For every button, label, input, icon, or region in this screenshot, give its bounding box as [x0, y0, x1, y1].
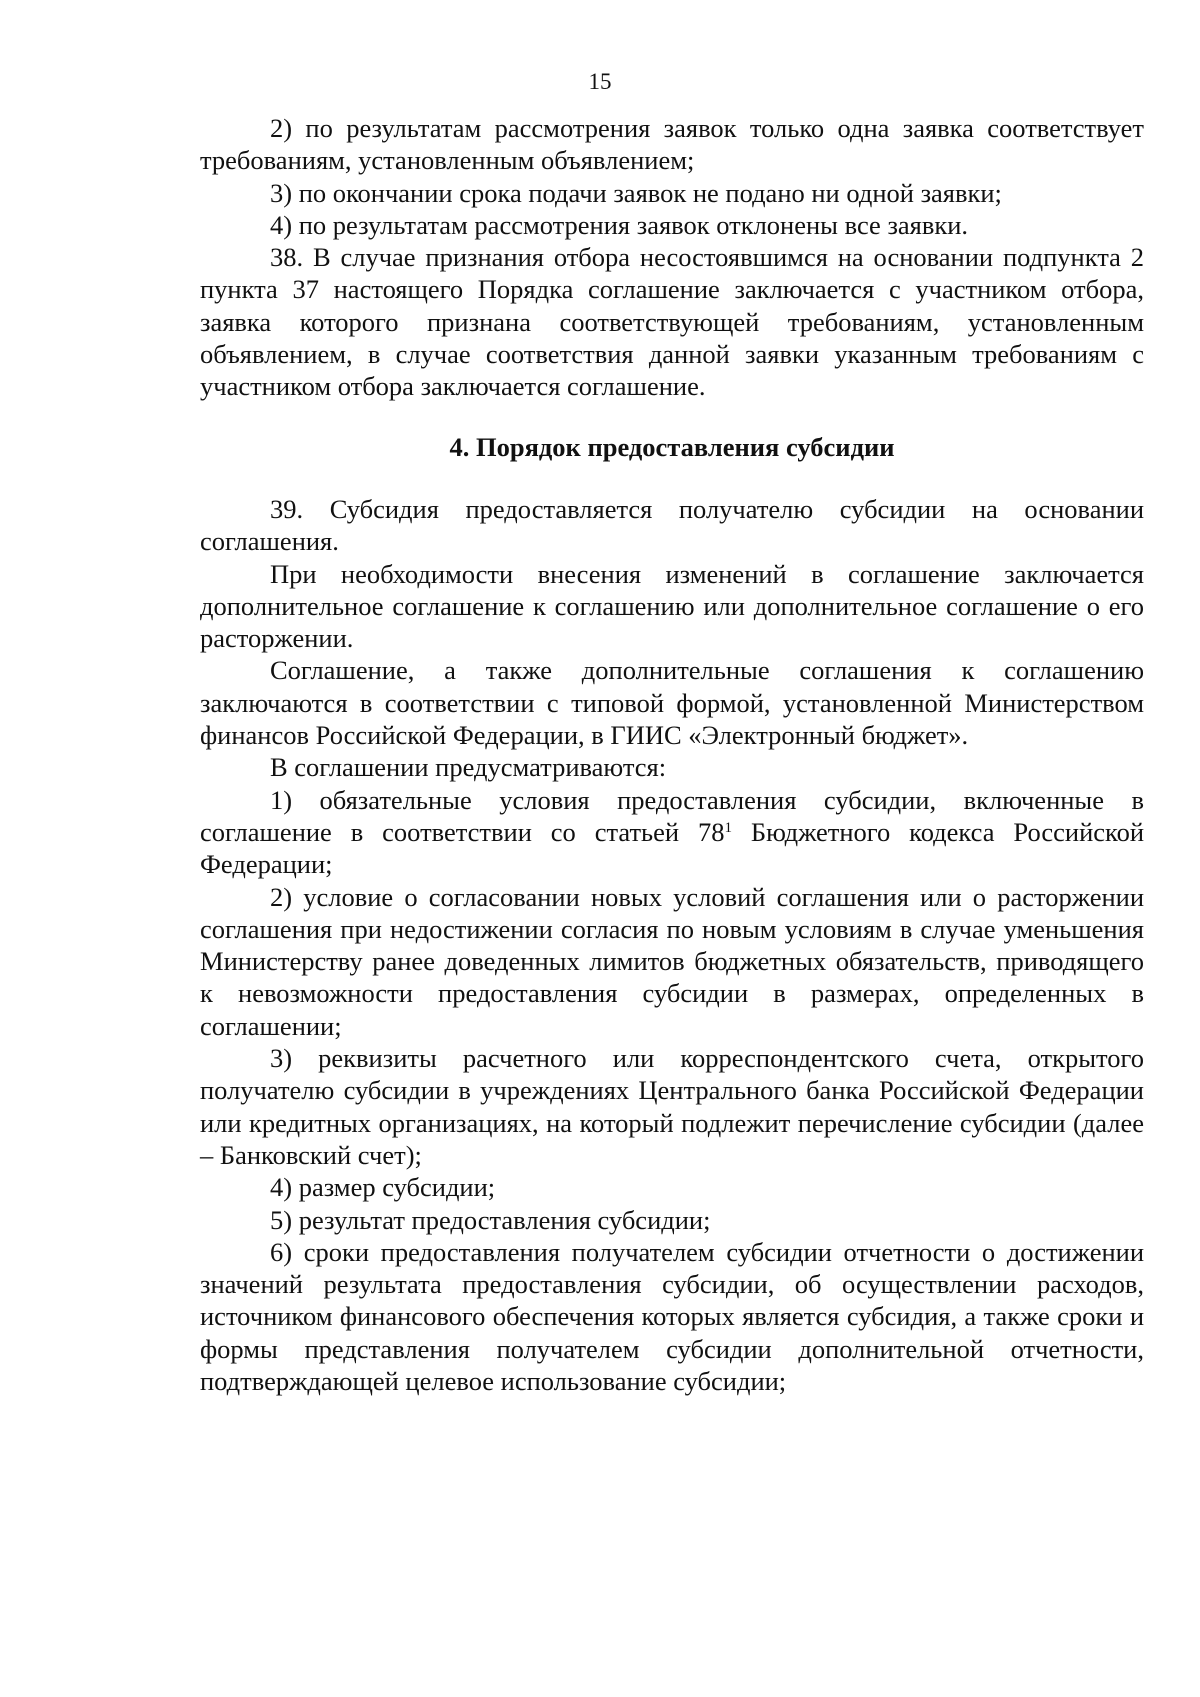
- section-heading: 4. Порядок предоставления субсидии: [449, 431, 895, 462]
- list-item-2: 2) условие о согласовании новых условий соглашения или о расторжении соглашения при недостижении согласия по новым условиям в случае уменьшения Министерству ранее доведенных лимитов бюджетных обязательств, приводящего к невозможности предоставления субсидии в размерах, определенных в соглашении;: [200, 881, 1144, 1041]
- list-item-5: 5) результат предоставления субсидии;: [270, 1204, 711, 1235]
- page-number: 15: [588, 69, 612, 94]
- paragraph-item-2: 2) по результатам рассмотрения заявок только одна заявка соответствует требованиям, установленным объявлением;: [200, 113, 1144, 176]
- paragraph-item-4: 4) по результатам рассмотрения заявок отклонены все заявки.: [270, 209, 969, 240]
- list-item-1-text: 1) обязательные условия предоставления субсидии, включенные в соглашение в соответствии со статьей 78: [200, 784, 1144, 847]
- list-item-1: [200, 784, 1144, 881]
- list-item-3: 3) реквизиты расчетного или корреспондентского счета, открытого получателю субсидии в учреждениях Центрального банка Российской Федерации или кредитных организациях, на который подлежит перечисление субсидии (далее – Банковский счет);: [200, 1043, 1144, 1170]
- list-item-4: 4) размер субсидии;: [270, 1172, 496, 1203]
- list-item-6: 6) сроки предоставления получателем субсидии отчетности о достижении значений результата предоставления субсидии, об осуществлении расходов, источником финансового обеспечения которых является субсидия, а также сроки и формы представления получателем субсидии дополнительной отчетности, подтверждающей целевое использование субсидии;: [200, 1236, 1144, 1396]
- document-body: [200, 112, 1144, 1397]
- superscript: 1: [724, 819, 732, 836]
- list-item-1-text-end: Бюджетного кодекса Российской Федерации;: [200, 816, 1145, 880]
- paragraph-agreement-provisions: В соглашении предусматриваются:: [270, 752, 667, 783]
- paragraph-agreement-form: Соглашение, а также дополнительные соглашения к соглашению заключаются в соответствии с типовой формой, установленной Министерством финансов Российской Федерации, в ГИИС «Электронный бюджет».: [200, 655, 1144, 751]
- spacer: [200, 463, 1144, 493]
- paragraph-amendments: При необходимости внесения изменений в соглашение заключается дополнительное соглашение к соглашению или дополнительное соглашение о его расторжении.: [200, 558, 1144, 654]
- paragraph-clause-38: 38. В случае признания отбора несостоявшимся на основании подпункта 2 пункта 37 настоящего Порядка соглашение заключается с участником отбора, заявка которого признана соответствующей требованиям, установленным объявлением, в случае соответствия данной заявки указанным требованиям с участником отбора заключается соглашение.: [200, 242, 1144, 402]
- paragraph-item-3: 3) по окончании срока подачи заявок не подано ни одной заявки;: [270, 177, 1002, 208]
- spacer: [200, 403, 1144, 431]
- paragraph-clause-39: 39. Субсидия предоставляется получателю субсидии на основании соглашения.: [200, 493, 1144, 557]
